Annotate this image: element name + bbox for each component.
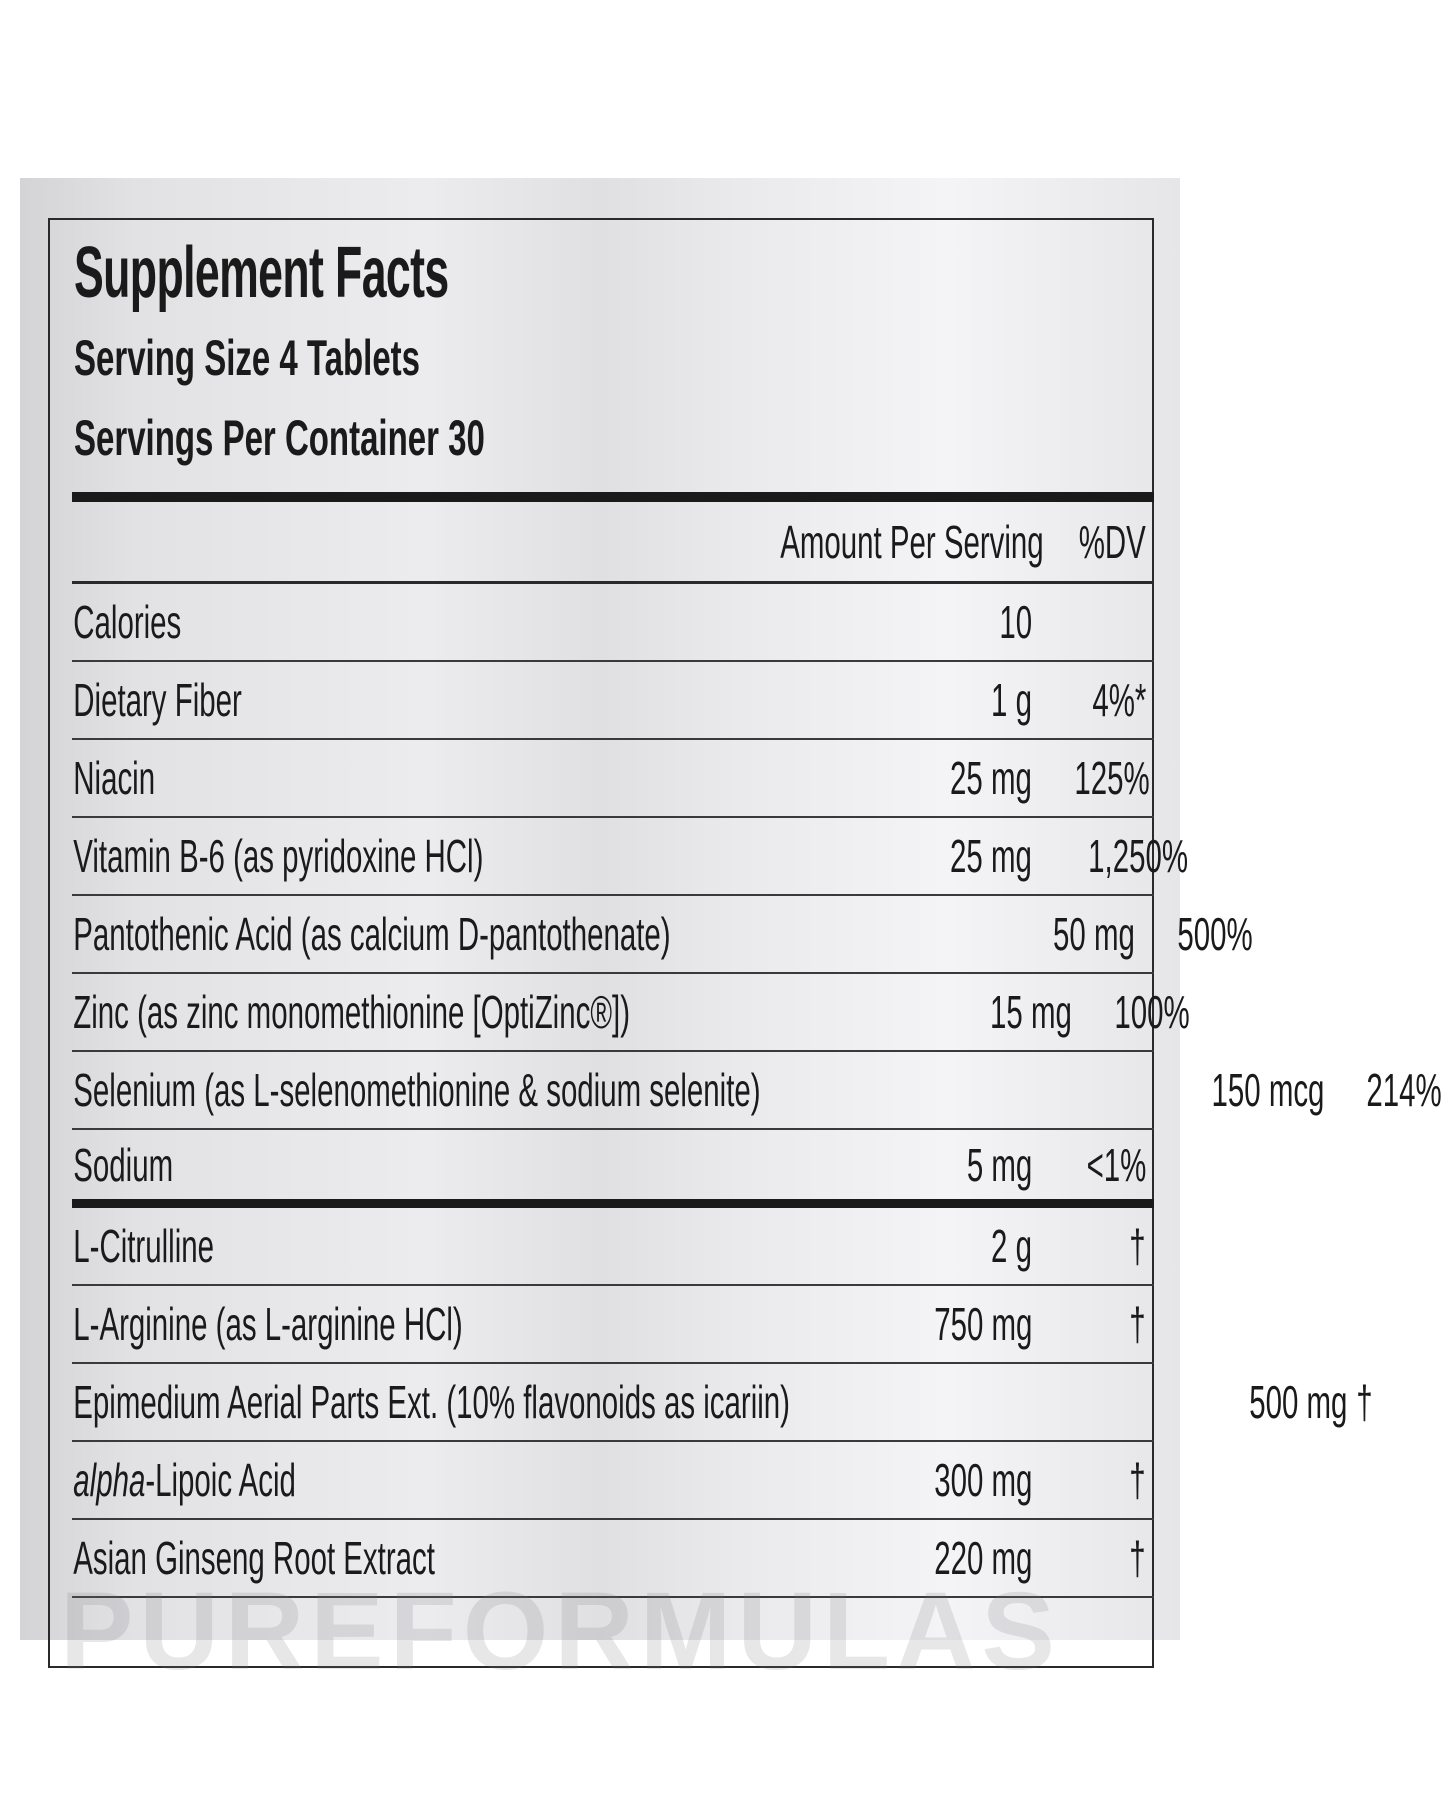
nutrient-name: L-Arginine (as L-arginine HCl) xyxy=(73,1298,463,1350)
nutrient-dv xyxy=(1032,595,1154,649)
nutrient-dv: † xyxy=(1129,1220,1146,1272)
nutrient-name: Sodium xyxy=(73,1138,174,1191)
table-row xyxy=(72,896,1253,974)
nutrient-amount: 25 mg xyxy=(950,830,1032,882)
nutrient-dv: 125% xyxy=(1074,752,1150,804)
thick-divider xyxy=(72,492,1154,502)
table-row xyxy=(72,1130,1154,1208)
dv-header: %DV xyxy=(1078,515,1146,568)
nutrient-dv: 500% xyxy=(1177,908,1253,960)
nutrient-dv: 214% xyxy=(1366,1064,1442,1116)
nutrient-name: L-Citrulline xyxy=(73,1220,214,1272)
nutrient-name: Niacin xyxy=(73,752,156,804)
table-row xyxy=(72,974,1190,1052)
serving-size: Serving Size 4 Tablets xyxy=(74,330,421,386)
nutrient-name: Vitamin B-6 (as pyridoxine HCl) xyxy=(73,830,484,882)
nutrient-amount: 220 mg xyxy=(933,1532,1032,1584)
nutrient-amount: 5 mg xyxy=(966,1138,1032,1191)
nutrient-dv: <1% xyxy=(1086,1138,1146,1191)
servings-per-container: Servings Per Container 30 xyxy=(74,410,485,466)
nutrient-amount: 150 mcg xyxy=(1211,1064,1325,1116)
nutrient-amount: 10 xyxy=(999,596,1032,648)
nutrient-name: Selenium (as L-selenomethionine & sodium selenite) xyxy=(73,1064,761,1116)
nutrient-name: alpha-Lipoic Acid xyxy=(73,1454,296,1506)
table-row xyxy=(72,1286,1154,1364)
nutrient-amount: 750 mg xyxy=(933,1298,1032,1350)
table-row xyxy=(72,818,1189,896)
supplement-facts-panel xyxy=(48,218,1442,1668)
nutrient-name: Epimedium Aerial Parts Ext. (10% flavonoids as icariin) xyxy=(73,1376,790,1428)
table-row xyxy=(72,1364,1373,1442)
amount-header: Amount Per Serving xyxy=(780,515,1044,568)
nutrient-amount: 25 mg xyxy=(950,752,1032,804)
facts-table xyxy=(72,502,1442,1598)
nutrient-dv: 4%* xyxy=(1091,674,1146,726)
nutrient-amount: 300 mg xyxy=(933,1454,1032,1506)
table-header xyxy=(72,502,1154,584)
table-row xyxy=(72,662,1154,740)
nutrient-name: Pantothenic Acid (as calcium D-pantothenate) xyxy=(73,908,671,960)
nutrient-dv: † xyxy=(1129,1532,1146,1584)
nutrient-amount: 15 mg xyxy=(989,986,1072,1038)
nutrient-dv: † xyxy=(1129,1454,1146,1506)
table-row xyxy=(72,1442,1154,1520)
nutrient-dv: 100% xyxy=(1114,986,1190,1038)
nutrient-name: Zinc (as zinc monomethionine [OptiZinc®]) xyxy=(73,986,630,1038)
nutrient-name: Dietary Fiber xyxy=(73,674,242,726)
watermark: PUREFORMULAS xyxy=(60,1570,1061,1693)
supplement-label-photo xyxy=(20,178,1442,1693)
nutrient-name: Asian Ginseng Root Extract xyxy=(73,1532,435,1584)
nutrient-amount: 50 mg xyxy=(1053,908,1136,960)
nutrient-dv: † xyxy=(1129,1298,1146,1350)
nutrient-amount: 1 g xyxy=(991,674,1032,726)
table-row xyxy=(72,1052,1442,1130)
table-row xyxy=(72,1520,1154,1598)
table-row xyxy=(72,740,1154,818)
nutrient-amount: 2 g xyxy=(991,1220,1032,1272)
nutrient-dv: † xyxy=(1356,1376,1373,1428)
table-row xyxy=(72,1208,1154,1286)
table-row xyxy=(72,584,1154,662)
nutrient-dv: 1,250% xyxy=(1088,830,1189,882)
panel-title: Supplement Facts xyxy=(74,233,449,313)
nutrient-amount: 500 mg xyxy=(1249,1376,1348,1428)
nutrient-name: Calories xyxy=(73,596,182,648)
